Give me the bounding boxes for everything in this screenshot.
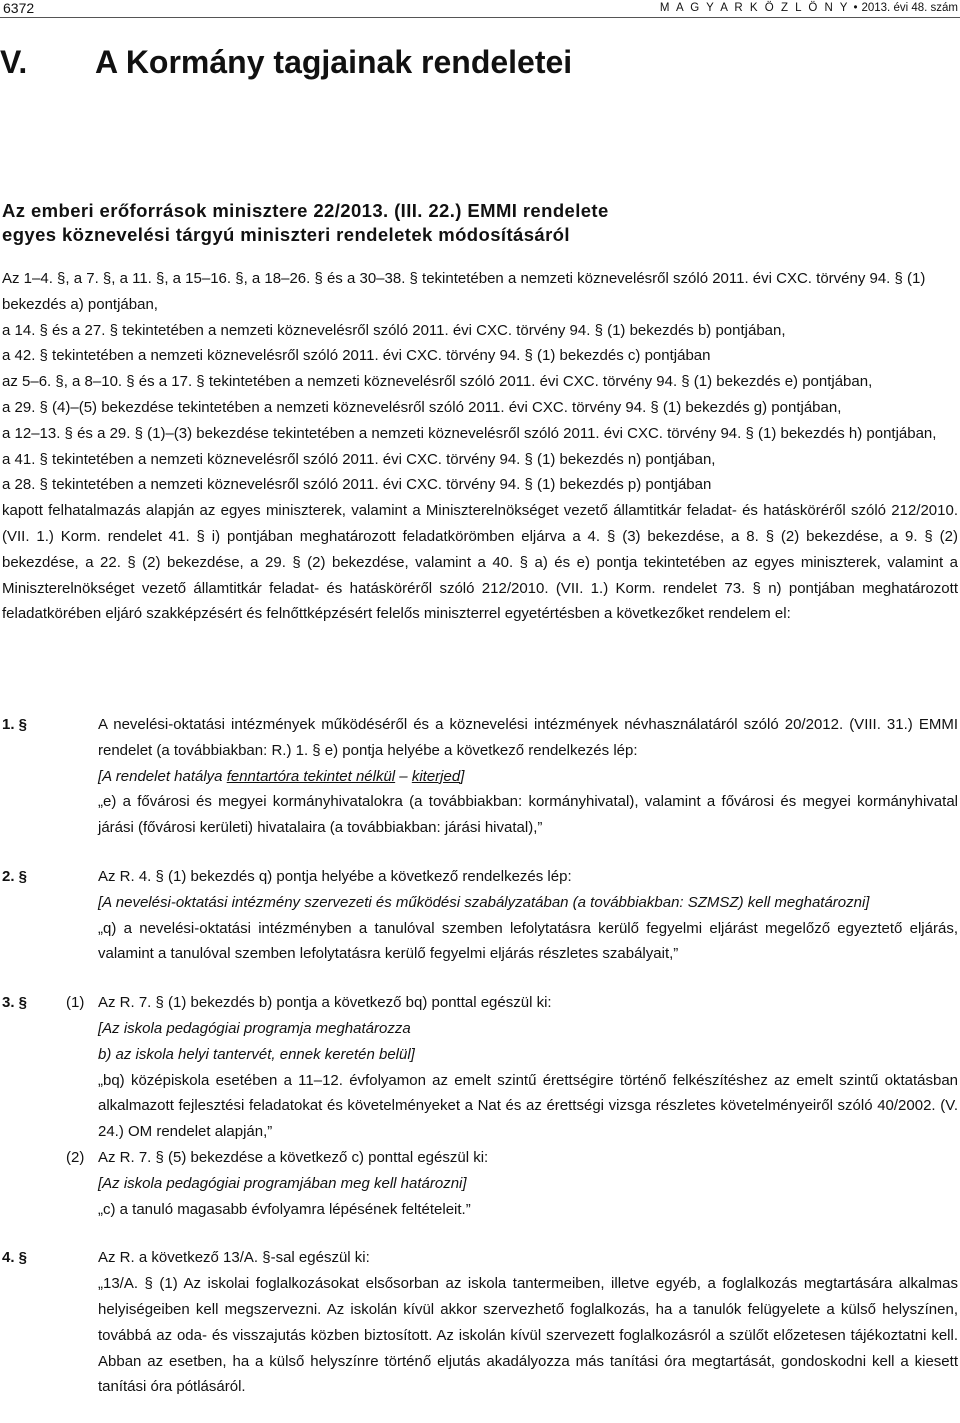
preamble-paragraph: a 29. § (4)–(5) bekezdése tekintetében a nemzeti köznevelésről szóló 2011. évi CXC. törvény 94. § (1) bekezdés g) pontjában, — [2, 398, 842, 416]
section-body — [98, 864, 958, 967]
decree-title — [2, 199, 609, 247]
preamble-paragraph: a 42. § tekintetében a nemzeti köznevelésről szóló 2011. évi CXC. törvény 94. § (1) bekezdés c) pontjában — [2, 347, 711, 365]
chapter-number: V. — [0, 44, 28, 80]
subsection-number: (2) — [66, 1148, 85, 1166]
bullet-separator: • — [853, 2, 858, 14]
amendment-quote: „c) a tanuló magasabb évfolyamra lépésének feltételeit.” — [98, 1200, 471, 1218]
page-header — [0, 0, 960, 20]
section-1 — [2, 712, 958, 841]
section-body — [98, 712, 958, 841]
section-3 — [2, 990, 958, 1222]
page-number: 6372 — [3, 0, 35, 16]
bracket-underlined: fenntartóra tekintet nélkül — [226, 767, 396, 785]
section-text: Az R. 7. § (1) bekezdés b) pontja a következő bq) ponttal egészül ki: — [98, 994, 552, 1012]
chapter-title: A Kormány tagjainak rendeletei — [95, 44, 573, 80]
subsection-number: (1) — [66, 994, 85, 1012]
bracket-close: ] — [460, 767, 465, 785]
preamble-paragraph: az 5–6. §, a 8–10. § és a 17. § tekintetében a nemzeti köznevelésről szóló 2011. évi CXC. törvény 94. § (1) bekezdés e) pontjában, — [2, 373, 873, 391]
preamble — [2, 266, 958, 627]
section-text: Az R. a következő 13/A. §-sal egészül ki: — [98, 1249, 370, 1267]
section-text: A nevelési-oktatási intézmények működéséről és a köznevelési intézmények névhasználatáról szóló 20/2012. (VIII. 31.) EMMI rendelet (a továbbiakban: R.) 1. § e) pontja helyébe a következő rendelkezés lép: — [98, 716, 958, 759]
section-body — [98, 990, 958, 1145]
section-number: 3. § — [2, 994, 28, 1012]
preamble-paragraph: Az 1–4. §, a 7. §, a 11. §, a 15–16. §, a 18–26. § és a 30–38. § tekintetében a nemzeti köznevelésről szóló 2011. évi CXC. törvény 94. § (1) bekezdés a) pontjában, — [2, 270, 926, 313]
bracket-dash: – — [395, 767, 412, 785]
chapter-heading — [0, 42, 572, 82]
section-text: Az R. 4. § (1) bekezdés q) pontja helyébe a következő rendelkezés lép: — [98, 867, 572, 885]
section-number: 4. § — [2, 1249, 28, 1267]
preamble-enacting-clause: kapott felhatalmazás alapján az egyes miniszterek, valamint a Miniszterelnökséget vezető államtitkár feladat- és hatásköréről szóló 212/2010. (VII. 1.) Korm. rendelet 41. § i) pontjában meghatározott feladatkörömben eljárva a 4. § (3) bekezdése, a 8. § (2) bekezdése, a 9. § (2) bekezdése, a 22. § (2) bekezdése, a 29. § (2) bekezdése, valamint a 40. § a) és e) pontja tekintetében az egyes miniszterek, valamint a Miniszterelnökséget vezető államtitkár feladat- és hatásköréről szóló 212/2010. (VII. 1.) Korm. rendelet 73. § n) pontjában meghatározott feladatkörében eljáró szakképzésért és felnőttképzésért felelős miniszterrel egyetértésben a következőket rendelem el: — [2, 502, 958, 623]
amendment-quote: „q) a nevelési-oktatási intézményben a tanulóval szemben lefolytatásra kerülő fegyelmi eljárást megelőző egyeztető eljárás, valamint a tanulóval szemben lefolytatásra kerülő fegyelmi eljárás részletes szabályait,” — [98, 919, 958, 963]
section-text: Az R. 7. § (5) bekezdése a következő c) ponttal egészül ki: — [98, 1148, 489, 1166]
context-bracket: [Az iskola pedagógiai programja meghatározza — [98, 1019, 411, 1037]
amendment-quote: „13/A. § (1) Az iskolai foglalkozásokat elsősorban az iskola tantermeiben, illetve egyéb, a foglalkozás megtartására alkalmas helyiségeiben kell megszervezni. Az iskolán kívül akkor szervezhető foglalkozás, ha a tanulók felügyelete a külső helyszínen, továbbá az oda- és visszajutás közben biztosított. Az iskolán kívül szervezett foglalkozásról a szülőt előzetesen tájékoztatni kell. Abban az esetben, ha a külső helyszínre történő eljutás akadályozza más tanítási óra megtartását, gondoskodni kell a kiesett tanítási óra pótlásáról. — [98, 1275, 958, 1396]
bracket-text: [A rendelet hatálya — [98, 767, 227, 785]
context-bracket: [Az iskola pedagógiai programjában meg kell határozni] — [98, 1174, 467, 1192]
context-bracket — [98, 764, 958, 790]
journal-name: M A G Y A R K Ö Z L Ö N Y — [659, 2, 850, 14]
context-bracket: [A nevelési-oktatási intézmény szervezeti és működési szabályzatában (a továbbiakban: SZMSZ) kell meghatározni] — [98, 893, 870, 911]
amendment-quote: „bq) középiskola esetében a 11–12. évfolyamon az emelt szintű érettségire történő felkészítéshez az emelt szintű oktatásban alkalmazott fejlesztési feladatokat és követelményeket a Nat és az érettségi vizsga részletes követelményeiről szóló 40/2002. (V. 24.) OM rendelet alapján,” — [98, 1071, 958, 1141]
subsection-2 — [2, 1145, 958, 1222]
context-bracket: b) az iskola helyi tantervét, ennek keretén belül] — [98, 1045, 415, 1063]
issue-number: 2013. évi 48. szám — [861, 2, 958, 14]
section-2 — [2, 864, 958, 967]
preamble-paragraph: a 14. § és a 27. § tekintetében a nemzeti köznevelésről szóló 2011. évi CXC. törvény 94. § (1) bekezdés b) pontjában, — [2, 321, 786, 339]
subsection-1 — [2, 990, 958, 1145]
bracket-underlined: kiterjed — [411, 767, 461, 785]
section-4 — [2, 1245, 958, 1400]
preamble-paragraph: a 28. § tekintetében a nemzeti köznevelésről szóló 2011. évi CXC. törvény 94. § (1) bekezdés p) pontjában — [2, 476, 712, 494]
amendment-quote: „e) a fővárosi és megyei kormányhivatalokra (a továbbiakban: kormányhivatal), valamint a fővárosi és megyei kormányhivatal járási (fővárosi kerületi) hivatalaira (a továbbiakban: járási hivatal),” — [98, 793, 958, 837]
journal-header — [660, 0, 958, 16]
section-body — [98, 1145, 958, 1222]
section-number: 1. § — [2, 716, 28, 733]
decree-title-line-1: Az emberi erőforrások minisztere 22/2013. (III. 22.) EMMI rendelete — [2, 200, 609, 221]
decree-title-line-2: egyes köznevelési tárgyú miniszteri rendeletek módosításáról — [2, 224, 570, 245]
header-rule — [0, 17, 960, 18]
sections — [2, 712, 958, 1423]
section-body — [98, 1245, 958, 1400]
preamble-paragraph: a 12–13. § és a 29. § (1)–(3) bekezdése tekintetében a nemzeti köznevelésről szóló 2011. évi CXC. törvény 94. § (1) bekezdés h) pontjában, — [2, 424, 937, 442]
section-number: 2. § — [2, 867, 28, 885]
preamble-paragraph: a 41. § tekintetében a nemzeti köznevelésről szóló 2011. évi CXC. törvény 94. § (1) bekezdés n) pontjában, — [2, 450, 716, 468]
